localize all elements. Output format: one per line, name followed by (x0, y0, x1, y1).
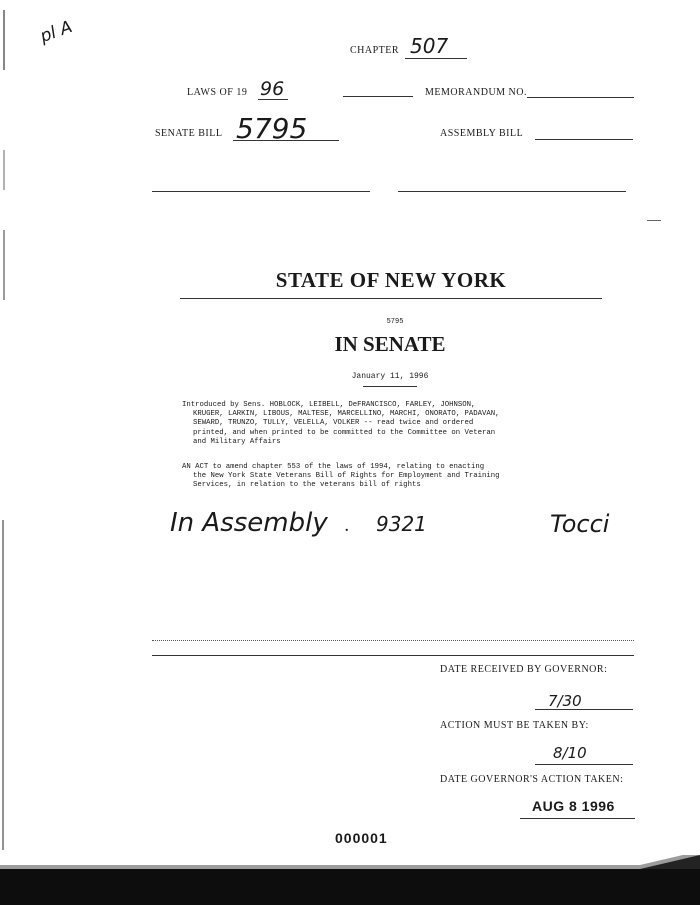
assembly-bill-label: ASSEMBLY BILL (440, 128, 524, 139)
act-line: the New York State Veterans Bill of Rights for Employment and Training (193, 472, 500, 481)
action-by-value: 8/10 (553, 744, 587, 762)
laws-blank-line (343, 96, 413, 97)
action-taken-label: DATE GOVERNOR'S ACTION TAKEN: (440, 774, 624, 785)
scan-edge-mark (3, 10, 5, 70)
state-title-rule (180, 298, 602, 299)
introduced-line: KRUGER, LARKIN, LIBOUS, MALTESE, MARCELLINO, MARCHI, ONORATO, PADAVAN, (193, 410, 500, 419)
scan-edge-mark (3, 150, 5, 190)
chamber-title: IN SENATE (334, 332, 446, 356)
senate-bill-label: SENATE BILL (155, 128, 223, 139)
act-paragraph (182, 463, 500, 491)
assembly-bill-line (535, 139, 633, 140)
memo-line (527, 97, 634, 98)
bill-number: 5795 (386, 318, 404, 326)
laws-underline (258, 99, 288, 100)
introduced-line: SEWARD, TRUNZO, TULLY, VELELLA, VOLKER -- read twice and ordered (193, 419, 474, 428)
date-received-line (535, 709, 633, 710)
handwritten-initials: pl A (37, 17, 76, 47)
senate-bill-underline (233, 140, 339, 141)
scan-edge-mark (2, 520, 4, 850)
assembly-number: 9321 (376, 512, 427, 536)
action-by-label: ACTION MUST BE TAKEN BY: (440, 720, 589, 731)
act-line: AN ACT to amend chapter 553 of the laws of 1994, relating to enacting (182, 463, 485, 471)
action-by-line (535, 764, 633, 765)
introduced-paragraph (182, 401, 500, 447)
date-rule (363, 386, 417, 387)
chapter-label: CHAPTER (350, 45, 400, 56)
scan-edge-mark (3, 230, 5, 300)
introduced-line: and Military Affairs (193, 437, 281, 446)
state-title: STATE OF NEW YORK (275, 268, 507, 292)
laws-value: 96 (260, 78, 285, 100)
scan-bottom-shadow (0, 855, 700, 905)
senate-bill-value: 5795 (236, 112, 308, 145)
introduced-line: printed, and when printed to be committed to the Committee on Veteran (193, 428, 496, 437)
memo-label: MEMORANDUM NO. (425, 87, 528, 98)
session-date: January 11, 1996 (351, 372, 429, 381)
date-received-value: 7/30 (548, 692, 582, 710)
chapter-value: 507 (410, 34, 449, 58)
chapter-underline (405, 58, 467, 59)
laws-label: LAWS OF 19 (187, 87, 248, 98)
introduced-line: Introduced by Sens. HOBLOCK, LEIBELL, DeFRANCISCO, FARLEY, JOHNSON, (182, 401, 476, 409)
scan-edge-mark (647, 220, 661, 221)
blank-line-left (152, 191, 370, 192)
page-number: 000001 (335, 830, 388, 846)
bottom-dotted-rule (152, 640, 634, 641)
date-received-label: DATE RECEIVED BY GOVERNOR: (440, 664, 608, 675)
assembly-dot: . (345, 520, 349, 535)
action-taken-line (520, 818, 635, 819)
assembly-sponsor: Tocci (550, 510, 610, 538)
action-taken-stamp: AUG 8 1996 (532, 798, 615, 814)
act-line: Services, in relation to the veterans bill of rights (193, 481, 421, 490)
assembly-note: In Assembly (170, 508, 328, 538)
bottom-rule (152, 655, 634, 656)
blank-line-right (398, 191, 626, 192)
